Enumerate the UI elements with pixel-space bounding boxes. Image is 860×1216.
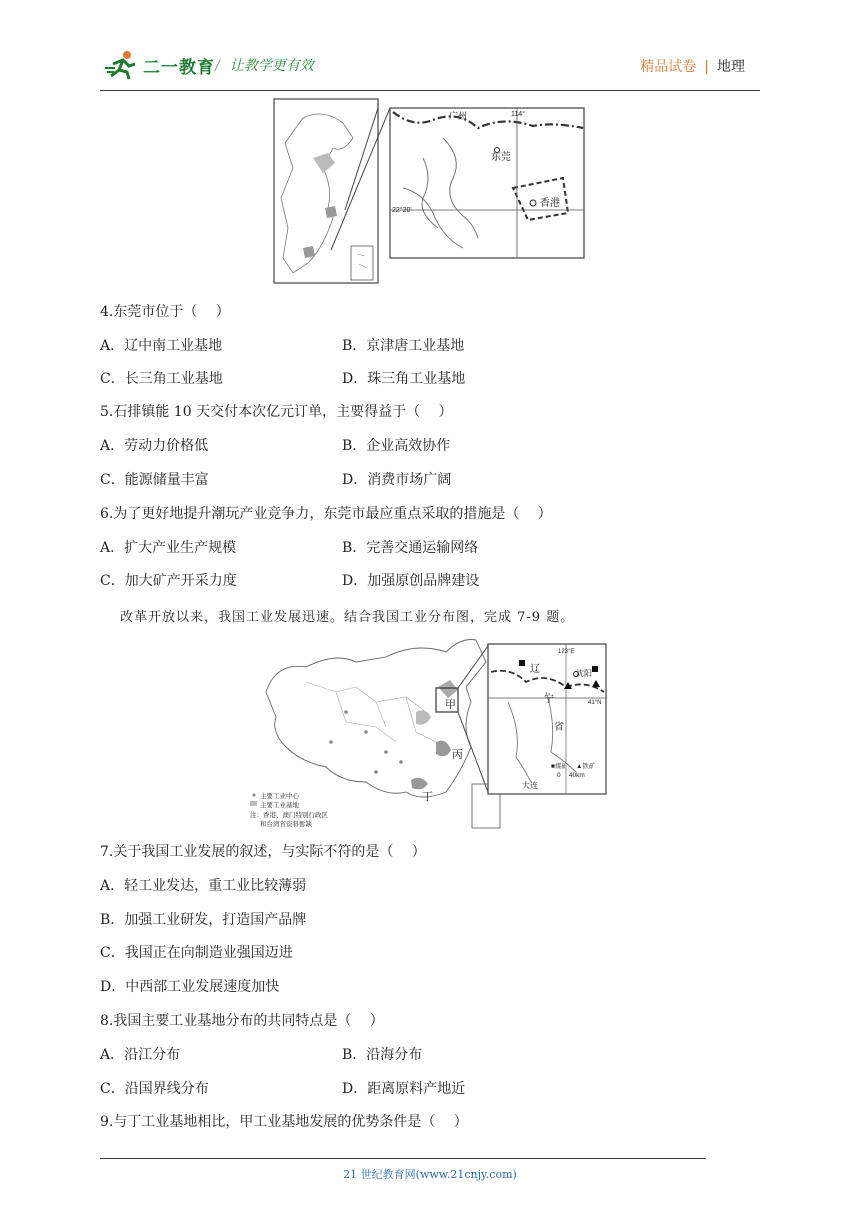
map2-legend-center: 主要工业中心: [260, 793, 299, 800]
inset-label-dalian: 大连: [522, 781, 538, 790]
q5-option-a[interactable]: A．劳动力价格低: [100, 438, 209, 454]
map1-label-lon: 114°: [511, 111, 525, 118]
subject-label: 地理: [717, 59, 745, 75]
map2-label-bing: 丙: [452, 749, 463, 761]
map1-label-guangzhou: 广州: [449, 111, 468, 121]
q8-option-a[interactable]: A．沿江分布: [100, 1047, 181, 1063]
q4-option-c[interactable]: C．长三角工业基地: [100, 371, 223, 387]
inset-label-liao: 辽: [530, 664, 540, 675]
inset-label-sheng: 省: [554, 722, 564, 733]
slogan-text: 让教学更有效: [229, 58, 314, 74]
question-7-stem: 7.关于我国工业发展的叙述，与实际不符的是（ ）: [100, 844, 426, 860]
dongguan-location-map: [273, 98, 613, 286]
q5-option-b[interactable]: B．企业高效协作: [342, 438, 451, 454]
map2-label-ding: 丁: [422, 791, 433, 803]
q5-option-d[interactable]: D．消费市场广阔: [342, 472, 452, 488]
inset-legend-coal: ■煤矿: [551, 763, 568, 770]
map2-legend-base: 主要工业基地: [260, 802, 299, 809]
page-header: [100, 40, 760, 91]
header-right: [640, 56, 745, 76]
q4-option-d[interactable]: D．珠三角工业基地: [342, 371, 466, 387]
map1-label-lat: 22°20': [392, 207, 412, 214]
question-5-stem: 5.石排镇能 10 天交付本次亿元订单，主要得益于（ ）: [100, 404, 453, 420]
slogan: / 让教学更有效: [215, 58, 314, 74]
map1-label-hongkong: 香港: [540, 198, 560, 209]
q5-option-c[interactable]: C．能源储量丰富: [100, 472, 209, 488]
q6-option-b[interactable]: B．完善交通运输网络: [342, 540, 479, 556]
inset-label-shenyang: 沈阳: [576, 669, 592, 678]
q7-option-c[interactable]: C．我国正在向制造业强国迈进: [100, 945, 293, 961]
question-8-stem: 8.我国主要工业基地分布的共同特点是（ ）: [100, 1013, 384, 1029]
inset-lon: 123°E: [558, 649, 575, 655]
china-industry-map: [246, 632, 610, 832]
inset-scale: 0 40km: [557, 772, 585, 779]
inset-label-ning: 宁: [544, 694, 554, 705]
q8-option-b[interactable]: B．沿海分布: [342, 1047, 423, 1063]
footer-link[interactable]: 21 世纪教育网(www.21cnjy.com): [343, 1168, 517, 1181]
map2-note2: 和台湾省资料暂缺: [260, 821, 312, 828]
q7-option-a[interactable]: A．轻工业发达，重工业比较薄弱: [100, 878, 307, 894]
q4-option-b[interactable]: B．京津唐工业基地: [342, 338, 465, 354]
q6-option-c[interactable]: C．加大矿产开采力度: [100, 573, 237, 589]
map2-note: 注：香港、澳门特别行政区: [250, 812, 328, 819]
q8-option-c[interactable]: C．沿国界线分布: [100, 1081, 209, 1097]
q8-option-d[interactable]: D．距离原料产地近: [342, 1081, 466, 1097]
q6-option-a[interactable]: A．扩大产业生产规模: [100, 540, 237, 556]
q4-option-a[interactable]: A．辽中南工业基地: [100, 338, 223, 354]
intro-7-9: 改革开放以来，我国工业发展迅速。结合我国工业分布图，完成 7-9 题。: [120, 610, 575, 625]
question-9-stem: 9.与丁工业基地相比，甲工业基地发展的优势条件是（ ）: [100, 1114, 468, 1130]
runner-logo-icon: [105, 50, 139, 80]
footer-divider: [100, 1158, 706, 1159]
q7-option-d[interactable]: D．中西部工业发展速度加快: [100, 979, 280, 995]
inset-legend-iron: ▲铁矿: [576, 763, 596, 770]
question-6-stem: 6.为了更好地提升潮玩产业竞争力，东莞市最应重点采取的措施是（ ）: [100, 506, 552, 522]
q7-option-b[interactable]: B．加强工业研发，打造国产品牌: [100, 912, 307, 928]
map2-label-jia: 甲: [445, 699, 456, 711]
logo-text: 二一教育: [143, 57, 215, 78]
question-4-stem: 4.东莞市位于（ ）: [100, 304, 230, 320]
inset-lat: 41°N: [588, 700, 602, 706]
logo: [105, 50, 215, 80]
q6-option-d[interactable]: D．加强原创品牌建设: [342, 573, 480, 589]
map1-label-dongguan: 东莞: [491, 152, 511, 163]
brand-label: 精品试卷: [640, 59, 697, 75]
header-separator: |: [704, 59, 709, 75]
